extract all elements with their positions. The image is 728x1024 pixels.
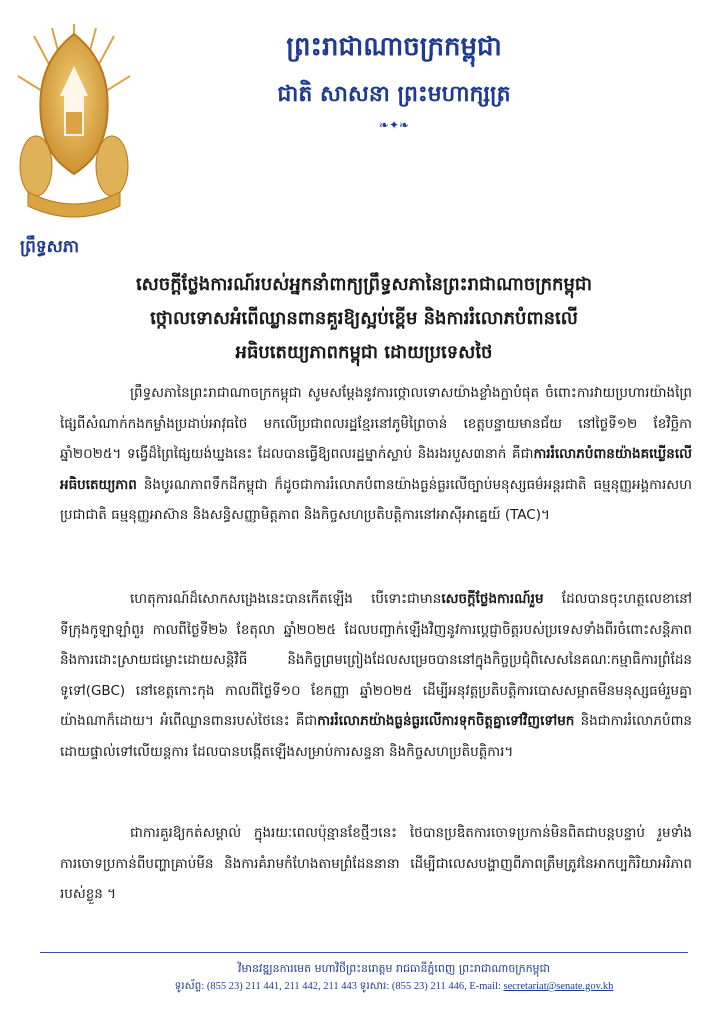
paragraph-2 [60,584,692,767]
paragraph-3: ជាការគួរឱ្យកត់សម្គាល់ ក្នុងរយៈពេលប៉ុន្មានខែថ្មីៗនេះ ថៃបានប្រឌិតការចោទប្រកាន់មិនពិតជាបន្តបន្ទាប់ រួមទាំងការចោទប្រកាន់ពីបញ្ហាគ្រាប់មីន និងការគំរាមកំហែងតាមព្រំដែននានា ដើម្បីជាលេសបង្ហាញពីភាពត្រឹមត្រូវនៃអាកប្បកិរិយាអរិភាពរបស់ខ្លួន ។ [60,825,692,902]
paragraph-2-text-a: ហេតុការណ៍ដ៏សោកសង្រេងនេះបានកើតឡើង បើទោះជាមាន [130,591,442,607]
paragraph-1-bold: ការរំលោភបំពានយ៉ាងគឃ្លើនលើអធិបតេយ្យភាព [60,446,692,493]
email-link[interactable]: secretariat@senate.gov.kh [503,981,614,992]
phone-label: ទូរស័ព្ទ: [174,981,205,992]
paragraph-2-text-e: និងជាការរំលោភបំពានដោយផ្ទាល់ទៅលើយន្តការ ដែលបានបង្កើតឡើងសម្រាប់ការសន្ទនា និងកិច្ចសហប្រតិបត្តិការ។ [60,713,692,760]
fax-number: (855 23) 211 446, [391,981,467,992]
email-label: E-mail: [469,981,501,992]
title-line-2: ថ្កោលទោសអំពើឈ្លានពានគួរឱ្យស្អប់ខ្ពើម និងការរំលោភបំពានលើ [150,308,578,329]
title-line-3: អធិបតេយ្យភាពកម្ពុជា ដោយប្រទេសថៃ [235,342,493,363]
paragraph-1 [60,378,692,531]
phone-numbers: (855 23) 211 441, 211 442, 211 443 [206,981,358,992]
kingdom-heading: ព្រះរាជាណាចក្រកម្ពុជា [286,32,502,62]
paragraph-2-bold-violation: ការរំលោភយ៉ាងធ្ងន់ធ្ងរលើការទុកចិត្តគ្នាទៅវិញទៅមក [317,713,575,729]
footer-contact [0,980,728,995]
footer-divider [40,952,688,953]
fax-label: ទូរសារ: [359,981,390,992]
paragraph-2-text-c: ដែលបានចុះហត្ថលេខានៅទីក្រុងកូឡាឡាំពួរ កាលពីថ្ងៃទី២៦ ខែតុលា ឆ្នាំ២០២៥ ដែលបញ្ជាក់ឡើងវិញនូវការប្តេជ្ញាចិត្តរបស់ប្រទេសទាំងពីរចំពោះសន្តិភាព និងការដោះស្រាយជម្លោះដោយសន្តិវិធី និងកិច្ចព្រមព្រៀងដែលសម្រេចបាននៅក្នុងកិច្ចប្រជុំពិសេសនៃគណៈកម្មាធិការព្រំដែនទូទៅ(GBC) នៅខេត្តកោះកុង កាលពីថ្ងៃទី១០ ខែកញ្ញា ឆ្នាំ២០២៥ ដើម្បីអនុវត្តប្រតិបត្តិការបោសសម្អាតមីនមនុស្សធម៌រួមគ្នាយ៉ាងណាក៏ដោយ។ អំពើឈ្លានពានរបស់ថៃនេះ គឺជា [60,591,692,729]
national-motto: ជាតិ សាសនា ព្រះមហាក្សត្រ [277,82,511,107]
sender-name: ព្រឹទ្ធសភា [20,237,80,257]
paragraph-1-text-c: និងបូរណភាពទឹកដីកម្ពុជា ក៏ដូចជាការរំលោភបំពានយ៉ាងធ្ងន់ធ្ងរលើច្បាប់មនុស្សធម៌អន្តរជាតិ ធម្មនុញ្ញអង្គការសហប្រជាជាតិ ធម្មនុញ្ញអាស៊ាន និងសន្ធិសញ្ញាមិត្តភាព និងកិច្ចសហប្រតិបត្តិការនៅអាស៊ីអាគ្នេយ៍ (TAC)។ [60,476,692,523]
title-line-1: សេចក្តីថ្លែងការណ៍របស់អ្នកនាំពាក្យព្រឹទ្ធសភានៃព្រះរាជាណាចក្រកម្ពុជា [135,274,593,295]
paragraph-2-bold-joint-statement: សេចក្តីថ្លែងការណ៍រួម [441,591,544,607]
paragraph-1-text-a: ព្រឹទ្ធសភានៃព្រះរាជាណាចក្រកម្ពុជា សូមសម្តែងនូវការថ្កោលទោសយ៉ាងខ្លាំងក្លាបំផុត ចំពោះការវាយប្រហារយ៉ាងព្រៃផ្សៃពីសំណាក់កងកម្លាំងប្រដាប់អាវុធថៃ មកលើប្រជាពលរដ្ឋខ្មែរនៅភូមិព្រៃចាន់ ខេត្តបន្ទាយមានជ័យ នៅថ្ងៃទី១២ ខែវិច្ឆិកា ឆ្នាំ២០២៥។ ទង្វើដ៏ព្រៃផ្សៃយង់ឃ្នងនេះ ដែលបានធ្វើឱ្យពលរដ្ឋម្នាក់ស្លាប់ និងរងរបួស៣នាក់ គឺជា [60,385,692,462]
footer-address: វិមានវឌ្ឍនការមេត មហាវិថីព្រះនរោត្តម រាជធានីភ្នំពេញ ព្រះរាជាណាចក្រកម្ពុជា [237,962,551,975]
statement-title [30,268,698,370]
ornament-divider: ❧✦❧ [378,118,410,132]
